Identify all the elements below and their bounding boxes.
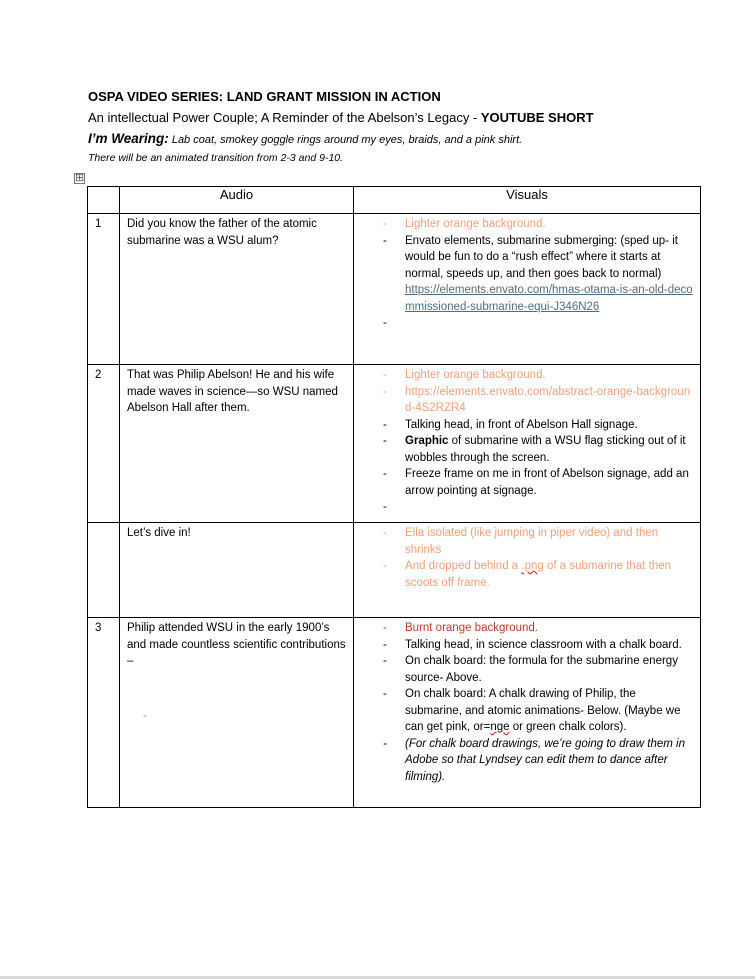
list-item: - (For chalk board drawings, we’re going to draw them in Adobe so that Lyndsey can edit them to dance after filming). bbox=[383, 737, 685, 783]
table-row bbox=[88, 523, 701, 618]
list-item: - Graphic of submarine with a WSU flag sticking out of it wobbles through the screen. bbox=[383, 435, 686, 464]
list-item: - On chalk board: the formula for the submarine energy source- Above. bbox=[383, 655, 678, 684]
visuals-list bbox=[354, 216, 694, 332]
wearing-value: Lab coat, smokey goggle rings around my eyes, braids, and a pink shirt. bbox=[168, 134, 523, 146]
table-row bbox=[88, 365, 701, 523]
visuals-cell[interactable] bbox=[354, 214, 701, 365]
list-item: - Ella isolated (like jumping in piper video) and then shrinks bbox=[383, 527, 659, 556]
spellcheck-word: nge bbox=[490, 721, 510, 733]
visuals-list bbox=[354, 367, 694, 516]
header-audio: Audio bbox=[120, 187, 354, 214]
empty-bullet: - bbox=[143, 709, 147, 722]
wearing-label: I’m Wearing: bbox=[88, 131, 169, 146]
visuals-cell[interactable] bbox=[354, 618, 701, 808]
list-item: - Envato elements, submarine submerging: (sped up- it would be fun to do a “rush effect” where it starts at normal, speeds up, and then goes back to normal) https://elements.envato.com/hmas-otama-is-an-old-decommissioned-submarine-equi-J346N26 bbox=[383, 234, 693, 313]
table-move-handle-icon[interactable]: ⊞ bbox=[75, 172, 85, 184]
header-num bbox=[88, 187, 120, 214]
audio-cell[interactable]: That was Philip Abelson! He and his wife made waves in science—so WSU named Abelson Hall after them. bbox=[120, 365, 354, 523]
list-item: - Talking head, in science classroom with a chalk board. bbox=[383, 638, 682, 651]
visuals-list bbox=[354, 525, 694, 591]
list-item: - On chalk board: A chalk drawing of Philip, the submarine, and atomic animations- Below. (Maybe we can get pink, or=nge or green chalk colors). bbox=[383, 688, 681, 733]
list-item: - bbox=[383, 317, 387, 329]
list-item: - Lighter orange background. bbox=[383, 369, 546, 381]
table-header-row bbox=[88, 187, 701, 214]
subtitle-text: An intellectual Power Couple; A Reminder of the Abelson’s Legacy - bbox=[88, 110, 481, 125]
subtitle-tag: YOUTUBE SHORT bbox=[480, 110, 594, 125]
header-visuals: Visuals bbox=[354, 187, 701, 214]
list-item: - Freeze frame on me in front of Abelson signage, add an arrow pointing at signage. bbox=[383, 468, 689, 497]
list-item: - bbox=[383, 501, 387, 513]
transition-note: There will be an animated transition from 2-3 and 9-10. bbox=[88, 152, 344, 164]
audio-cell[interactable]: Did you know the father of the atomic submarine was a WSU alum? bbox=[120, 214, 354, 365]
list-item: - Lighter orange background. bbox=[383, 218, 546, 230]
list-item: - And dropped behind a .png of a submarine that then scoots off frame. bbox=[383, 560, 671, 589]
audio-cell[interactable]: Philip attended WSU in the early 1900’s and made countless scientific contributions – - bbox=[120, 618, 354, 808]
visuals-cell[interactable] bbox=[354, 365, 701, 523]
table-row bbox=[88, 214, 701, 365]
document-header bbox=[88, 89, 708, 165]
list-item: - Burnt orange background. bbox=[383, 622, 538, 634]
audio-cell[interactable]: Let’s dive in! bbox=[120, 523, 354, 618]
script-table bbox=[87, 186, 701, 808]
wearing-line bbox=[88, 131, 708, 148]
row-number: 3 bbox=[88, 618, 120, 808]
visuals-cell[interactable] bbox=[354, 523, 701, 618]
list-item: - Talking head, in front of Abelson Hall signage. bbox=[383, 418, 638, 431]
envato-submarine-link[interactable]: https://elements.envato.com/hmas-otama-is-an-old-decommissioned-submarine-equi-J346N26 bbox=[405, 284, 693, 313]
spellcheck-word: .png bbox=[521, 560, 544, 572]
row-number bbox=[88, 523, 120, 618]
orange-background-link[interactable]: https://elements.envato.com/abstract-orange-background-4S2RZR4 bbox=[405, 385, 691, 414]
document-subtitle bbox=[88, 110, 708, 126]
list-item: - https://elements.envato.com/abstract-orange-background-4S2RZR4 bbox=[383, 385, 691, 414]
document-title: OSPA VIDEO SERIES: LAND GRANT MISSION IN ACTION bbox=[88, 89, 441, 104]
table-row bbox=[88, 618, 701, 808]
row-number: 1 bbox=[88, 214, 120, 365]
visuals-list bbox=[354, 620, 694, 785]
row-number: 2 bbox=[88, 365, 120, 523]
